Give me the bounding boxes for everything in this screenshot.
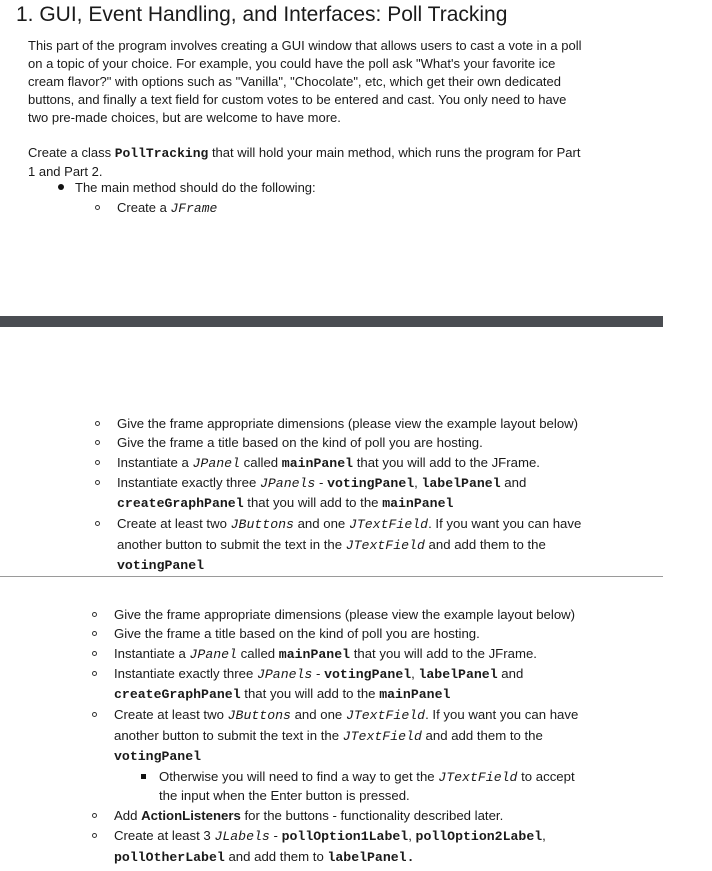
bullet-circle-icon — [92, 833, 97, 838]
labels-item: Create at least 3 JLabels - pollOption1Label, pollOption2Label, — [114, 828, 546, 844]
buttons-item: Create at least two JButtons and one JTextField. If you want you can have — [117, 516, 582, 532]
intro-line: buttons, and finally a text field for custom votes to be entered and cast. You only need to have — [28, 92, 567, 107]
dims-item: Give the frame appropriate dimensions (please view the example layout below) — [114, 607, 576, 622]
bullet-circle-icon — [92, 671, 97, 676]
bullet-circle-icon — [92, 631, 97, 636]
listeners-item: Add ActionListeners for the buttons - functionality described later. — [114, 808, 504, 823]
intro-line: This part of the program involves creating a GUI window that allows users to cast a vote in a poll — [28, 38, 582, 53]
buttons-item-cont: another button to submit the text in the JTextField and add them to the — [114, 728, 543, 744]
page-divider-bar — [0, 316, 663, 327]
buttons-item: Create at least two JButtons and one JTextField. If you want you can have — [114, 707, 579, 723]
create-class-paragraph: Create a class PollTracking that will hold your main method, which runs the program for Part 1 and Part 2. — [28, 145, 581, 179]
bullet-circle-icon — [95, 480, 100, 485]
main-panel-item: Instantiate a JPanel called mainPanel that you will add to the JFrame. — [117, 455, 540, 471]
otherwise-item-cont: the input when the Enter button is pressed. — [159, 788, 410, 803]
bullet-circle-icon — [95, 521, 100, 526]
page-title: 1. GUI, Event Handling, and Interfaces: Poll Tracking — [16, 3, 508, 26]
three-panels-item: Instantiate exactly three JPanels - votingPanel, labelPanel and — [114, 666, 524, 682]
bullet-circle-icon — [92, 813, 97, 818]
dims-item: Give the frame appropriate dimensions (please view the example layout below) — [117, 416, 579, 431]
title-item: Give the frame a title based on the kind of poll you are hosting. — [117, 435, 483, 450]
labels-item-cont: pollOtherLabel and add them to labelPanel. — [114, 849, 415, 865]
buttons-item-cont: votingPanel — [114, 749, 202, 764]
otherwise-item: Otherwise you will need to find a way to get the JTextField to accept — [159, 769, 575, 785]
main-panel-item: Instantiate a JPanel called mainPanel that you will add to the JFrame. — [114, 646, 537, 662]
buttons-item-cont: votingPanel — [117, 558, 205, 573]
bullet-square-icon — [141, 774, 146, 779]
page-divider-line — [0, 576, 663, 577]
intro-paragraph — [28, 37, 581, 127]
bullet-circle-icon — [95, 421, 100, 426]
bullet-circle-icon — [92, 612, 97, 617]
three-panels-item: Instantiate exactly three JPanels - votingPanel, labelPanel and — [117, 475, 527, 491]
bullet-circle-icon — [92, 651, 97, 656]
main-method-item: The main method should do the following: — [75, 180, 316, 195]
three-panels-item-cont: createGraphPanel that you will add to the mainPanel — [114, 686, 451, 702]
class-name: PollTracking — [114, 146, 209, 161]
intro-line: on a topic of your choice. For example, you could have the poll ask "What's your favorite ice — [28, 56, 556, 71]
bullet-circle-icon — [95, 460, 100, 465]
buttons-item-cont: another button to submit the text in the JTextField and add them to the — [117, 537, 546, 553]
bullet-circle-icon — [92, 712, 97, 717]
intro-line: cream flavor?" with options such as "Vanilla", "Chocolate", etc, which get their own dedicated — [28, 74, 561, 89]
title-item: Give the frame a title based on the kind of poll you are hosting. — [114, 626, 480, 641]
bullet-circle-icon — [95, 205, 100, 210]
create-jframe-item: Create a JFrame — [117, 200, 218, 216]
intro-line: two pre-made choices, but are welcome to have more. — [28, 110, 341, 125]
three-panels-item-cont: createGraphPanel that you will add to the mainPanel — [117, 495, 454, 511]
bullet-disc-icon — [58, 184, 64, 190]
bullet-circle-icon — [95, 440, 100, 445]
